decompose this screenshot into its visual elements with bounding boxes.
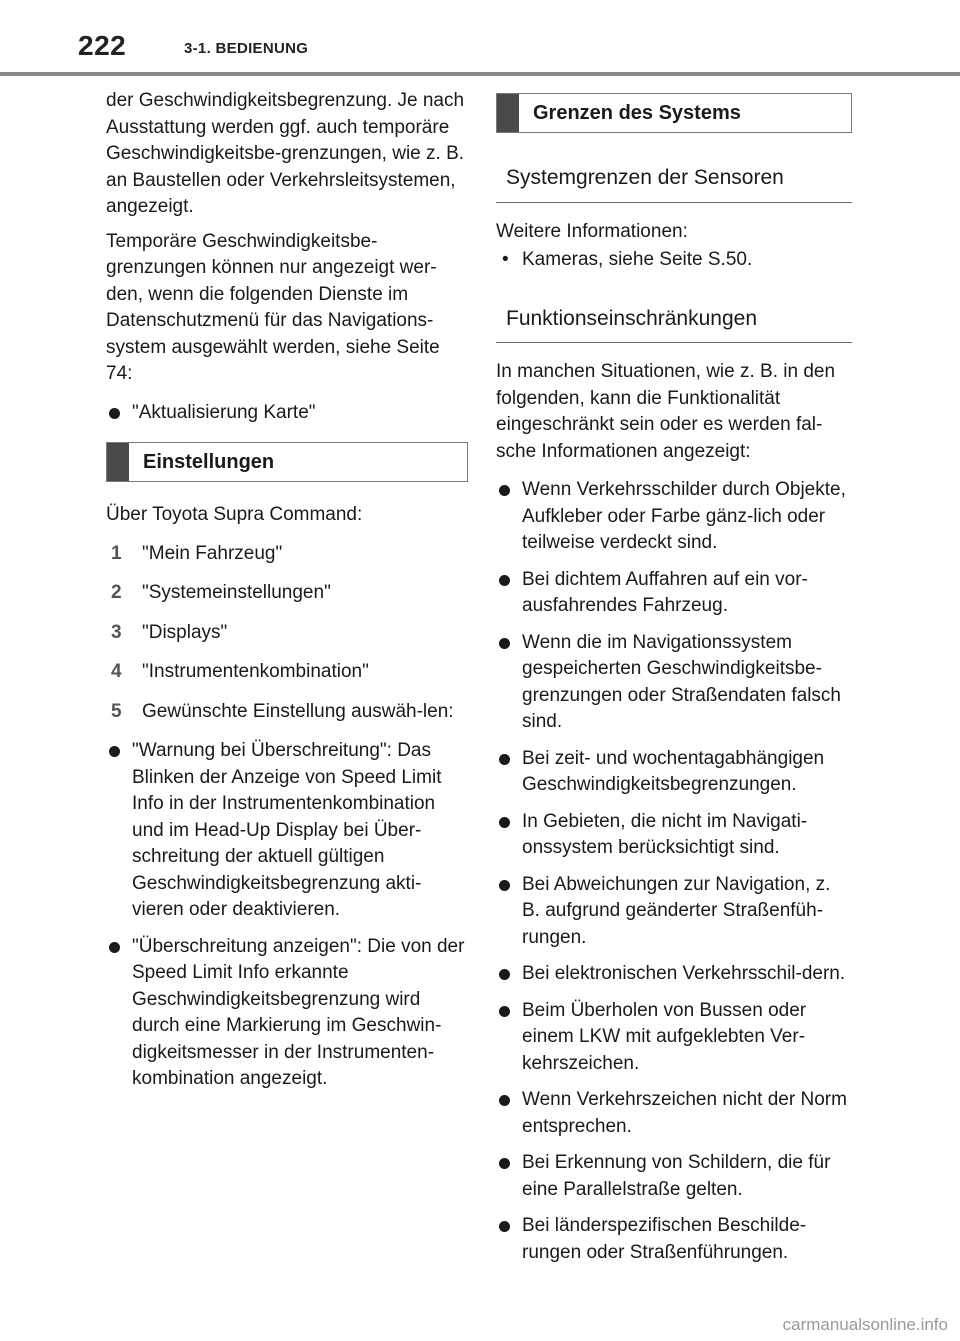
step-text: "Mein Fahrzeug" bbox=[142, 542, 283, 564]
paragraph: In manchen Situationen, wie z. B. in den folgenden, kann die Funktionalität eingeschränkt sein oder es werden fal-sche Informationen angezeigt: bbox=[496, 361, 836, 462]
bullet-icon bbox=[499, 969, 510, 980]
heading-bar bbox=[107, 443, 129, 481]
step-number: 1 bbox=[111, 542, 122, 564]
bullet-icon bbox=[499, 754, 510, 765]
bullet-text: "Aktualisierung Karte" bbox=[132, 401, 316, 423]
bullet-icon bbox=[499, 1006, 510, 1017]
bullet-text: "Überschreitung anzeigen": Die von der Speed Limit Info erkannte Geschwindigkeitsbegrenzung wird durch eine Markierung im Geschwin-digkeitsmesser in der Instrumenten-kombination angezeigt. bbox=[132, 935, 465, 1089]
subsection-heading: Systemgrenzen der Sensoren bbox=[496, 153, 852, 203]
step-number: 3 bbox=[111, 621, 122, 643]
page-number: 222 bbox=[78, 30, 127, 61]
bullet-item bbox=[496, 567, 852, 620]
bullet-item bbox=[106, 738, 468, 924]
step-text: "Instrumentenkombination" bbox=[142, 661, 369, 682]
bullet-icon bbox=[499, 638, 510, 649]
heading-bar bbox=[497, 94, 519, 132]
bullet-item bbox=[496, 1213, 852, 1266]
bullet-text: Bei dichtem Auffahren auf ein vor-ausfahrendes Fahrzeug. bbox=[522, 568, 808, 616]
bullet-text: Bei länderspezifischen Beschilde-rungen oder Straßenführungen. bbox=[522, 1215, 807, 1263]
section-heading: Grenzen des Systems bbox=[533, 102, 741, 124]
bullet-item bbox=[496, 872, 852, 952]
section-heading: Einstellungen bbox=[143, 451, 275, 473]
bullet-item bbox=[496, 1150, 852, 1203]
bullet-icon bbox=[109, 408, 120, 419]
bullet-icon bbox=[499, 1095, 510, 1106]
subsection-heading: Funktionseinschränkungen bbox=[496, 294, 852, 344]
bullet-text: Beim Überholen von Bussen oder einem LKW mit aufgeklebten Ver-kehrszeichen. bbox=[522, 999, 807, 1074]
step-text: "Systemeinstellungen" bbox=[142, 582, 331, 603]
step-item bbox=[106, 580, 468, 607]
step-number: 4 bbox=[111, 661, 122, 682]
bullet-icon bbox=[499, 817, 510, 828]
right-column bbox=[496, 88, 852, 1276]
bullet-item bbox=[496, 746, 852, 799]
bullet-item bbox=[106, 934, 468, 1093]
step-item bbox=[106, 659, 468, 686]
step-item bbox=[106, 699, 468, 726]
step-text: Gewünschte Einstellung auswäh-len: bbox=[142, 700, 454, 722]
bullet-text: Bei elektronischen Verkehrsschil-dern. bbox=[522, 963, 846, 984]
bullet-item bbox=[496, 998, 852, 1078]
step-number: 5 bbox=[111, 700, 122, 722]
bullet-text: Bei Abweichungen zur Navigation, z. B. aufgrund geänderter Straßenfüh-rungen. bbox=[522, 873, 831, 948]
bullet-icon bbox=[499, 575, 510, 586]
bullet-item bbox=[496, 961, 852, 988]
paragraph: Temporäre Geschwindigkeitsbe-grenzungen können nur angezeigt wer-den, wenn die folgenden Dienste im Datenschutzmenü für das Navigations-system ausgewählt werden, siehe Seite 74: bbox=[106, 230, 440, 384]
bullet-item bbox=[496, 477, 852, 557]
bullet-icon bbox=[499, 1221, 510, 1232]
info-item-text: Kameras, siehe Seite S.50. bbox=[522, 249, 753, 270]
bullet-text: "Warnung bei Überschreitung": Das Blinken der Anzeige von Speed Limit Info in der Instrumentenkombination und im Head-Up Display bei Über-schreitung der aktuell gültigen Geschwindigkeitsbegrenzung akti-vieren oder deaktivieren. bbox=[132, 740, 442, 920]
bullet-icon bbox=[109, 746, 120, 757]
step-item bbox=[106, 541, 468, 568]
bullet-icon bbox=[109, 942, 120, 953]
bullet-text: Wenn Verkehrszeichen nicht der Norm entsprechen. bbox=[522, 1089, 847, 1137]
section-title: 3-1. BEDIENUNG bbox=[184, 40, 309, 57]
paragraph: der Geschwindigkeitsbegrenzung. Je nach Ausstattung werden ggf. auch temporäre Geschwindigkeitsbe-grenzungen, wie z. B. an Baustellen oder Verkehrsleitsystemen, angezeigt. bbox=[106, 90, 465, 217]
step-text: "Displays" bbox=[142, 621, 228, 643]
info-item bbox=[496, 247, 852, 274]
section-heading-box bbox=[106, 442, 468, 482]
step-number: 2 bbox=[111, 582, 122, 603]
bullet-text: Wenn die im Navigationssystem gespeicherten Geschwindigkeitsbe-grenzungen oder Straßendaten falsch sind. bbox=[522, 631, 841, 732]
bullet-icon bbox=[499, 485, 510, 496]
left-column bbox=[106, 88, 468, 1103]
bullet-item bbox=[496, 1087, 852, 1140]
info-label: Weitere Informationen: bbox=[496, 220, 688, 242]
bullet-text: Bei zeit- und wochentagabhängigen Geschwindigkeitsbegrenzungen. bbox=[522, 747, 825, 795]
bullet-text: Bei Erkennung von Schildern, die für eine Parallelstraße gelten. bbox=[522, 1152, 831, 1200]
bullet-item bbox=[106, 400, 468, 427]
bullet-icon bbox=[499, 880, 510, 891]
bullet-text: Wenn Verkehrsschilder durch Objekte, Aufkleber oder Farbe gänz-lich oder teilweise verdeckt sind. bbox=[522, 479, 846, 553]
intro-text: Über Toyota Supra Command: bbox=[106, 504, 363, 525]
page-header bbox=[0, 0, 960, 80]
bullet-item bbox=[496, 809, 852, 862]
step-item bbox=[106, 620, 468, 647]
header-divider bbox=[0, 72, 960, 76]
list-marker: • bbox=[502, 249, 509, 270]
watermark: carmanualsonline.info bbox=[782, 1315, 948, 1334]
bullet-text: In Gebieten, die nicht im Navigati-onssystem berücksichtigt sind. bbox=[522, 810, 808, 858]
bullet-icon bbox=[499, 1158, 510, 1169]
bullet-item bbox=[496, 630, 852, 736]
section-heading-box bbox=[496, 93, 852, 133]
